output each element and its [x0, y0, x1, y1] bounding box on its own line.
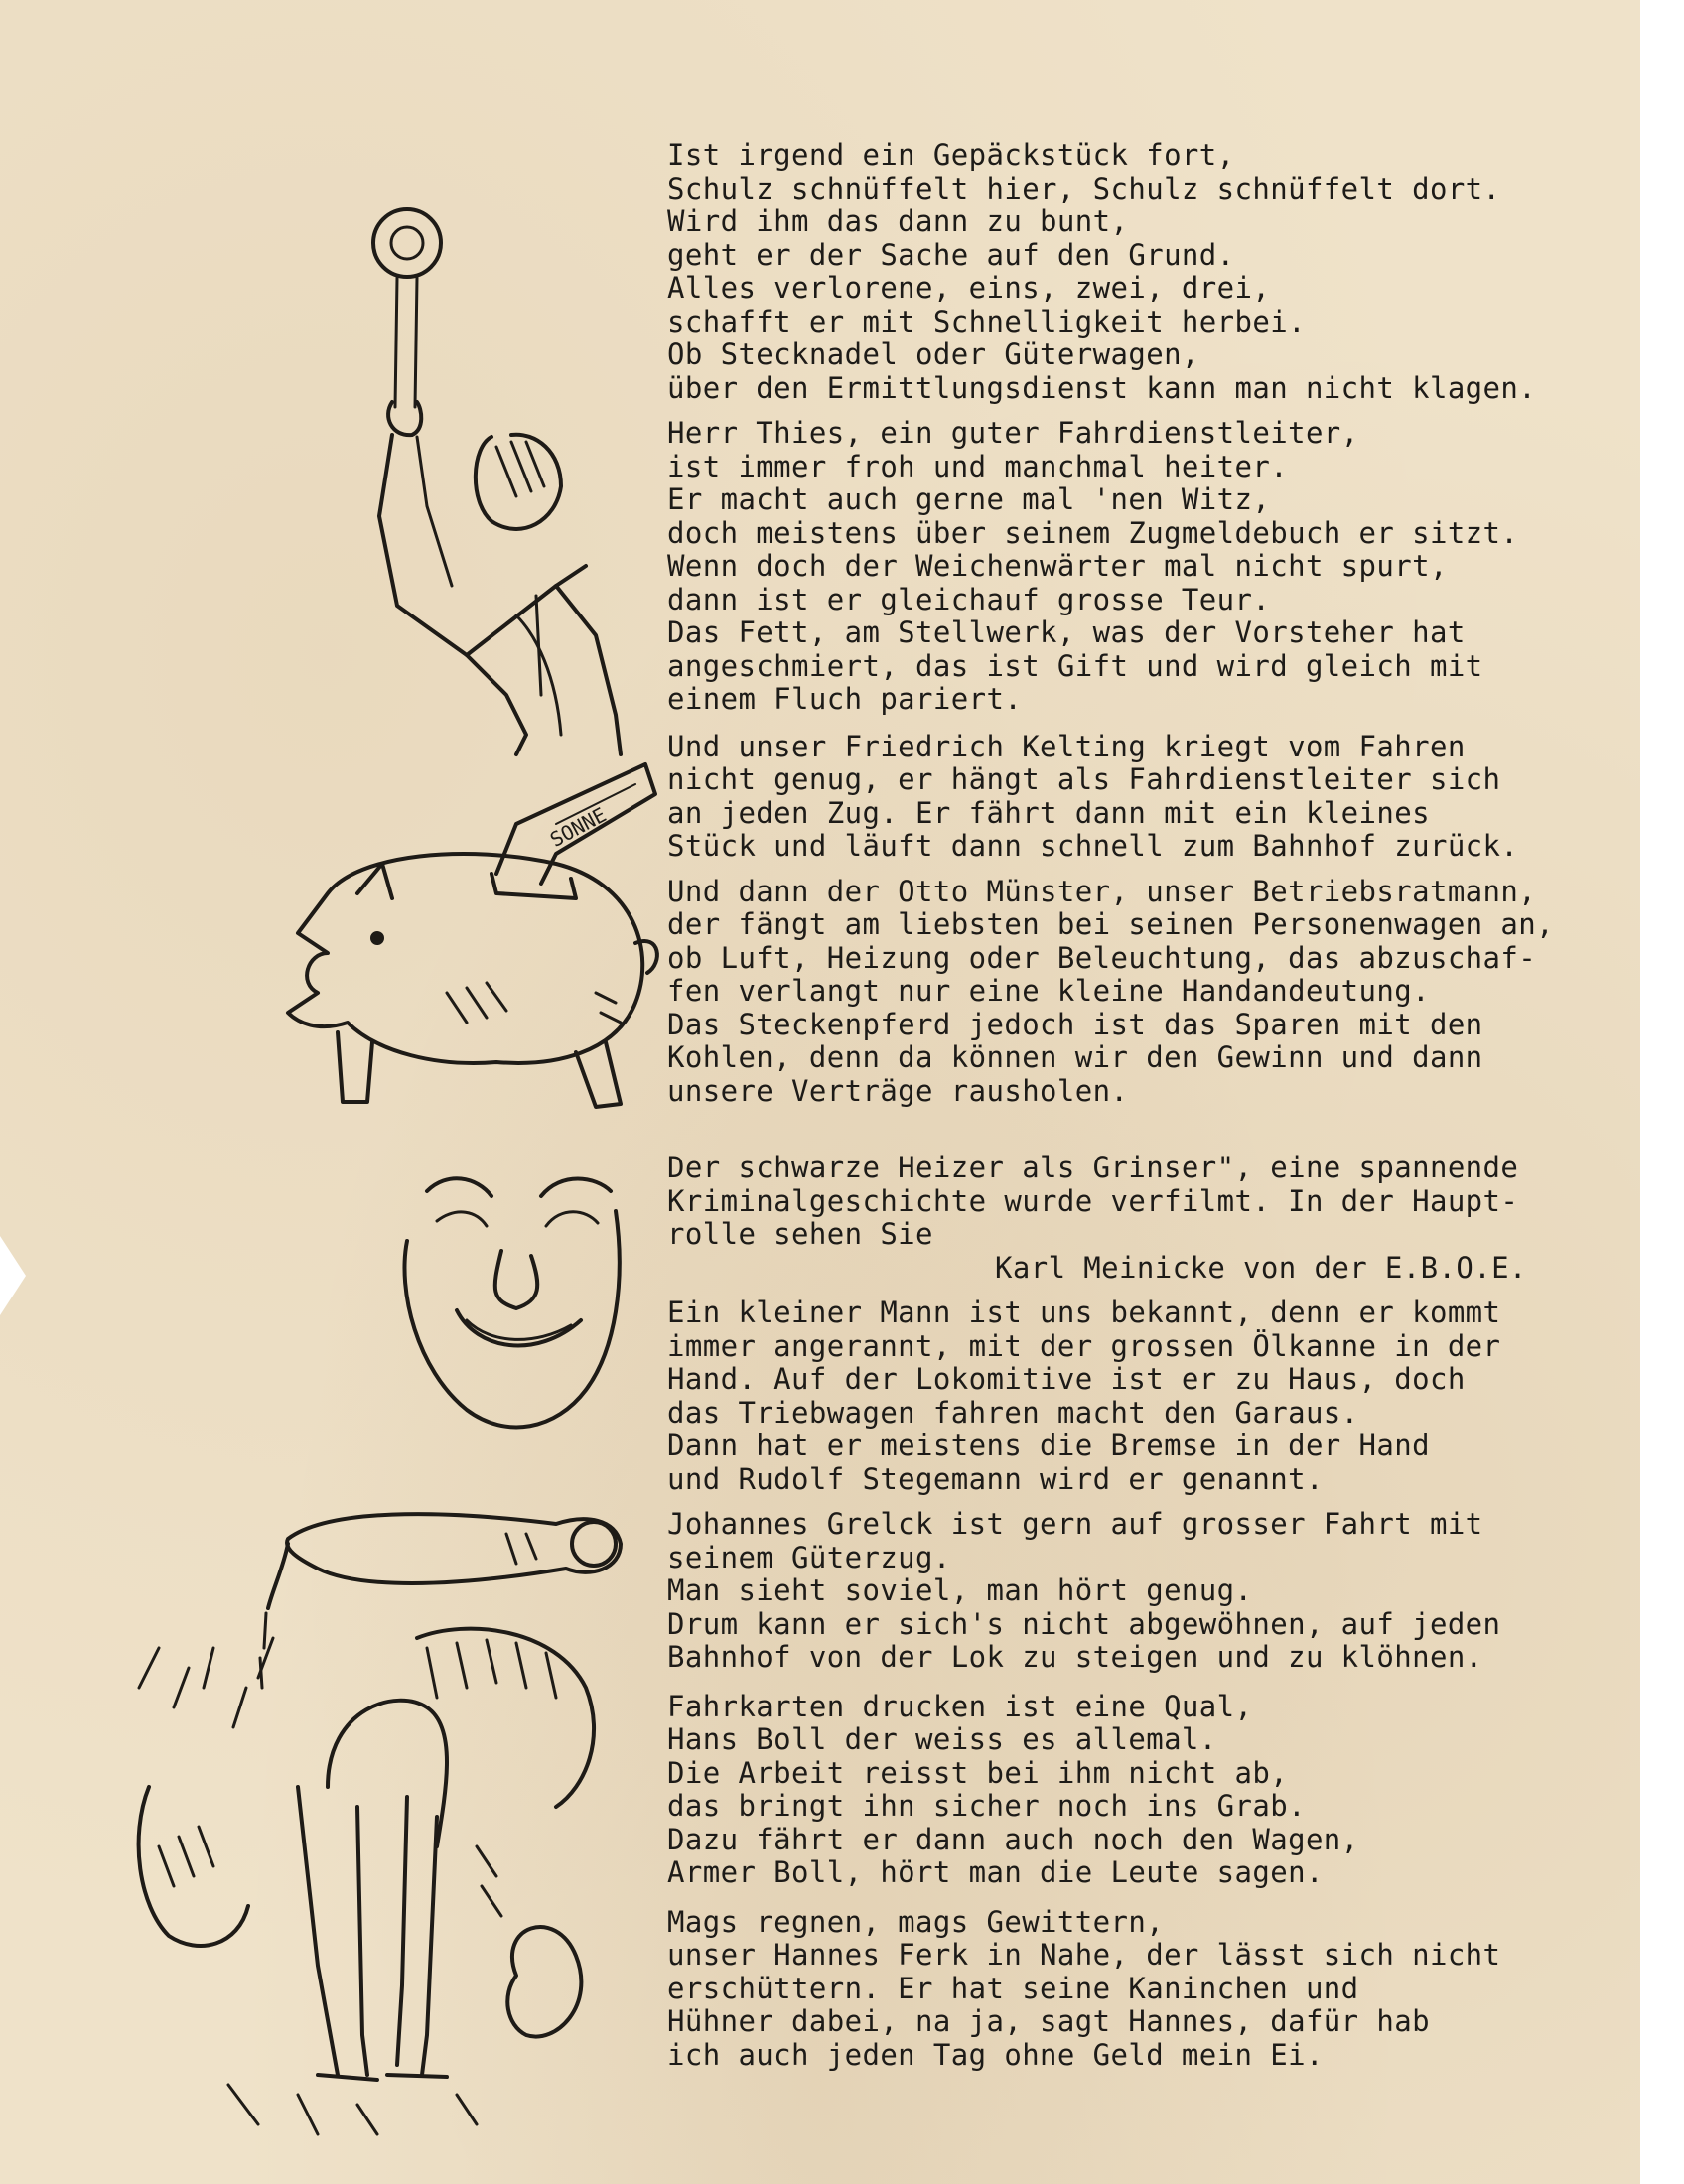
text-line: geht er der Sache auf den Grund.: [667, 237, 1235, 272]
sketch-illustrations: [0, 0, 667, 2184]
text-line: ob Luft, Heizung oder Beleuchtung, das abzuschaf-: [667, 940, 1537, 975]
text-line: Stück und läuft dann schnell zum Bahnhof zurück.: [667, 829, 1519, 863]
text-line: Ein kleiner Mann ist uns bekannt, denn er kommt: [667, 1296, 1501, 1329]
text-line: nicht genug, er hängt als Fahrdienstleiter sich: [667, 762, 1501, 796]
text-line: Bahnhof von der Lok zu steigen und zu klöhnen.: [667, 1640, 1483, 1674]
stanza-heizer: [667, 1152, 1640, 1285]
text-line: Kohlen, denn da können wir den Gewinn und dann: [667, 1040, 1483, 1074]
text-line: das Triebwagen fahren macht den Garaus.: [667, 1395, 1359, 1430]
text-line: dann ist er gleichauf grosse Teur.: [667, 582, 1271, 616]
text-line: seinem Güterzug.: [667, 1540, 951, 1574]
text-line: Und unser Friedrich Kelting kriegt vom Fahren: [667, 729, 1466, 763]
text-line: Dazu fährt er dann auch noch den Wagen,: [667, 1822, 1359, 1856]
text-line: einem Fluch pariert.: [667, 682, 1023, 716]
text-line: Das Steckenpferd jedoch ist das Sparen mit den: [667, 1007, 1483, 1041]
text-line: ist immer froh und manchmal heiter.: [667, 449, 1289, 483]
text-line: Er macht auch gerne mal 'nen Witz,: [667, 482, 1271, 516]
text-line: Armer Boll, hört man die Leute sagen.: [667, 1855, 1324, 1889]
stanza-ferk: [667, 1906, 1640, 2073]
text-line: fen verlangt nur eine kleine Handandeutung.: [667, 974, 1430, 1008]
text-line: erschüttern. Er hat seine Kaninchen und: [667, 1971, 1359, 2005]
text-line: Ist irgend ein Gepäckstück fort,: [667, 139, 1235, 172]
stanza-grelck: [667, 1508, 1640, 1675]
text-line: unser Hannes Ferk in Nahe, der lässt sich nicht: [667, 1938, 1501, 1972]
text-line: schafft er mit Schnelligkeit herbei.: [667, 304, 1306, 339]
stanza-boll: [667, 1691, 1640, 1890]
text-line: Alles verlorene, eins, zwei, drei,: [667, 271, 1271, 305]
text-line: Und dann der Otto Münster, unser Betriebsratmann,: [667, 874, 1537, 908]
credit-line: Karl Meinicke von der E.B.O.E.: [995, 1250, 1527, 1285]
text-line: Johannes Grelck ist gern auf grosser Fahrt mit: [667, 1507, 1483, 1541]
text-line: Mags regnen, mags Gewittern,: [667, 1904, 1165, 1939]
text-line: Der schwarze Heizer als Grinser", eine spannende: [667, 1151, 1519, 1184]
text-line: Wird ihm das dann zu bunt,: [667, 205, 1129, 238]
text-line: Drum kann er sich's nicht abgewöhnen, auf jeden: [667, 1606, 1501, 1641]
text-line: Schulz schnüffelt hier, Schulz schnüffelt dort.: [667, 171, 1501, 205]
text-line: Herr Thies, ein guter Fahrdienstleiter,: [667, 416, 1359, 450]
text-line: unsere Verträge rausholen.: [667, 1073, 1129, 1108]
text-line: Wenn doch der Weichenwärter mal nicht spurt,: [667, 549, 1448, 583]
poem-text-column: [667, 139, 1640, 2072]
text-line: Die Arbeit reisst bei ihm nicht ab,: [667, 1755, 1289, 1790]
text-line: über den Ermittlungsdienst kann man nicht klagen.: [667, 370, 1537, 405]
text-line: Fahrkarten drucken ist eine Qual,: [667, 1689, 1253, 1723]
grinning-face-drawing: [405, 1178, 620, 1427]
text-line: doch meistens über seinem Zugmeldebuch er sitzt.: [667, 515, 1519, 550]
stanza-muenster: [667, 876, 1640, 1109]
text-line: an jeden Zug. Er fährt dann mit ein kleines: [667, 795, 1430, 830]
oilcan-worker-drawing: [139, 1514, 621, 2134]
text-line: Hand. Auf der Lokomitive ist er zu Haus, doch: [667, 1362, 1466, 1396]
text-line: ich auch jeden Tag ohne Geld mein Ei.: [667, 2037, 1324, 2072]
text-line: Hans Boll der weiss es allemal.: [667, 1722, 1217, 1756]
stanza-stegemann: [667, 1297, 1640, 1496]
text-line: und Rudolf Stegemann wird er genannt.: [667, 1461, 1324, 1496]
text-line: Ob Stecknadel oder Güterwagen,: [667, 338, 1199, 371]
text-line: Dann hat er meistens die Bremse in der Hand: [667, 1429, 1430, 1462]
pig-label: SONNE: [545, 802, 611, 852]
text-line: der fängt am liebsten bei seinen Personenwagen an,: [667, 907, 1554, 941]
text-line: Kriminalgeschichte wurde verfilmt. In der Haupt-: [667, 1183, 1519, 1218]
stanza-schulz: [667, 139, 1640, 405]
text-line: das bringt ihn sicher noch ins Grab.: [667, 1789, 1306, 1823]
piggy-bank-drawing: [288, 764, 657, 1107]
text-line: rolle sehen Sie: [667, 1217, 933, 1251]
text-line: Man sieht soviel, man hört genug.: [667, 1573, 1253, 1607]
text-line: angeschmiert, das ist Gift und wird gleich mit: [667, 648, 1483, 683]
signal-paddle-figure-drawing: [373, 209, 621, 754]
stanza-kelting: [667, 731, 1640, 864]
text-line: Das Fett, am Stellwerk, was der Vorsteher hat: [667, 615, 1466, 649]
text-line: immer angerannt, mit der grossen Ölkanne in der: [667, 1328, 1501, 1363]
text-line: Hühner dabei, na ja, sagt Hannes, dafür hab: [667, 2004, 1430, 2038]
stanza-thies: [667, 417, 1640, 717]
